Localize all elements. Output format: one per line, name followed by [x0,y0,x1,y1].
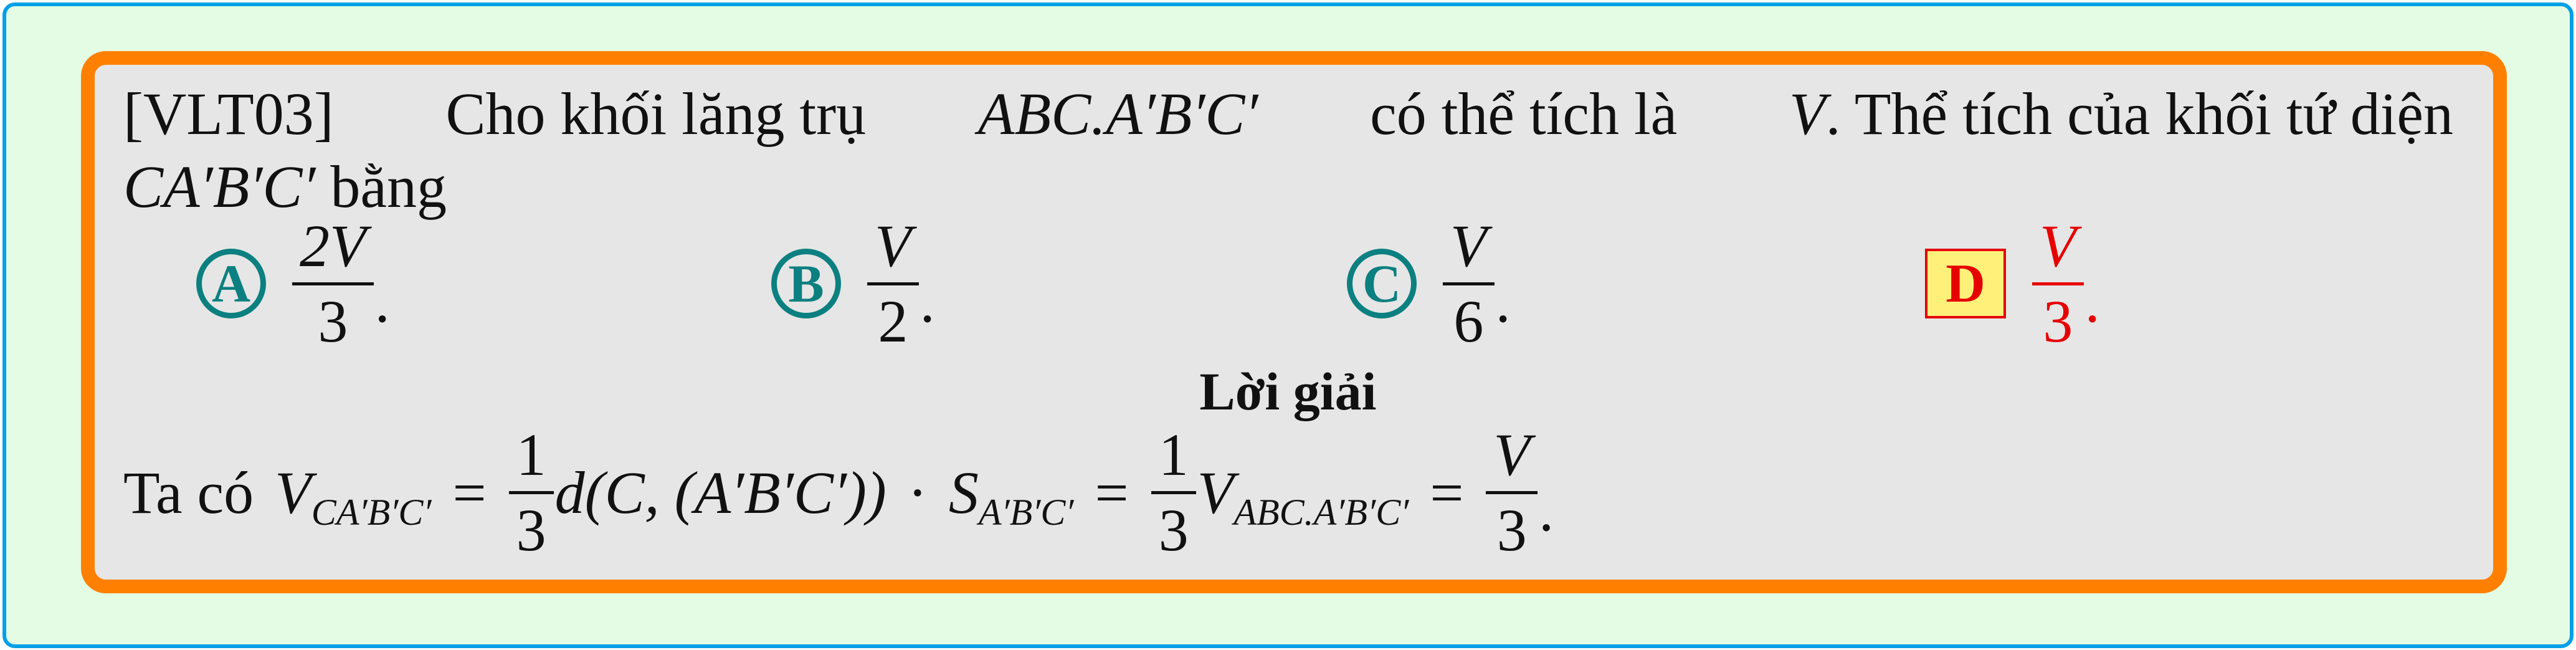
volume-symbol: V [1789,80,1826,147]
equals-2: = [1095,459,1129,526]
option-d-fraction [2032,212,2084,355]
question-text-end: . Thể tích của khối tứ diện [1825,80,2453,147]
option-d-period: . [2084,267,2100,335]
option-a-circle: A [196,249,266,318]
final-numerator: V [1486,425,1538,494]
tetra-name: CA′B′C′ [123,153,316,220]
equals-1: = [452,459,487,526]
one-third-numerator-2: 1 [1151,425,1196,494]
option-b-denominator: 2 [878,287,908,355]
final-denominator: 3 [1496,496,1527,563]
final-period: . [1539,476,1554,543]
option-a-denominator: 3 [318,287,348,355]
option-b-numerator: V [867,216,919,285]
option-d-denominator: 3 [2043,287,2073,355]
question-tag: [VLT03] [123,80,334,147]
option-a-period: . [374,267,390,335]
question-line-2 [123,153,447,220]
option-d-numerator: V [2032,216,2084,285]
option-b-fraction [867,212,919,355]
distance-expression: d(C, (A′B′C′)) [554,459,886,526]
option-b[interactable] [771,212,935,355]
option-b-period: . [920,267,935,335]
one-third-fraction-1 [509,421,554,563]
option-d[interactable] [1925,212,2100,355]
final-fraction [1486,421,1538,563]
volume-v: V [275,459,311,526]
volume-v-prism: V [1197,459,1234,526]
option-c-fraction [1443,212,1495,355]
one-third-numerator-1: 1 [509,425,554,494]
area-s: S [948,459,979,526]
solution-lead: Ta có [123,459,254,526]
equals-3: = [1430,459,1464,526]
subscript-tetra: CA′B′C′ [311,491,432,533]
subscript-prism: ABC.A′B′C′ [1233,491,1409,533]
solution-heading: Lời giải [1199,361,1377,421]
option-c-numerator: V [1443,216,1495,285]
subscript-triangle: A′B′C′ [978,491,1074,533]
question-text-mid: có thể tích là [1370,80,1678,147]
option-a-numerator: 2V [292,216,374,285]
question-text-start: Cho khối lăng trụ [445,80,867,147]
option-c-period: . [1495,267,1511,335]
option-c[interactable] [1347,212,1511,355]
one-third-denominator-2: 3 [1158,496,1189,563]
one-third-denominator-1: 3 [516,496,546,563]
prism-name: ABC.A′B′C′ [977,80,1258,147]
option-a[interactable] [196,212,390,355]
option-d-box: D [1925,249,2006,318]
option-c-denominator: 6 [1453,287,1484,355]
dot-operator: · [907,459,928,526]
option-c-circle: C [1347,249,1417,318]
question-line-1 [123,80,2453,147]
question-text-tail: bằng [330,153,447,220]
solution-line [123,418,1554,567]
option-b-circle: B [771,249,841,318]
one-third-fraction-2 [1151,421,1196,563]
option-a-fraction [292,212,374,355]
